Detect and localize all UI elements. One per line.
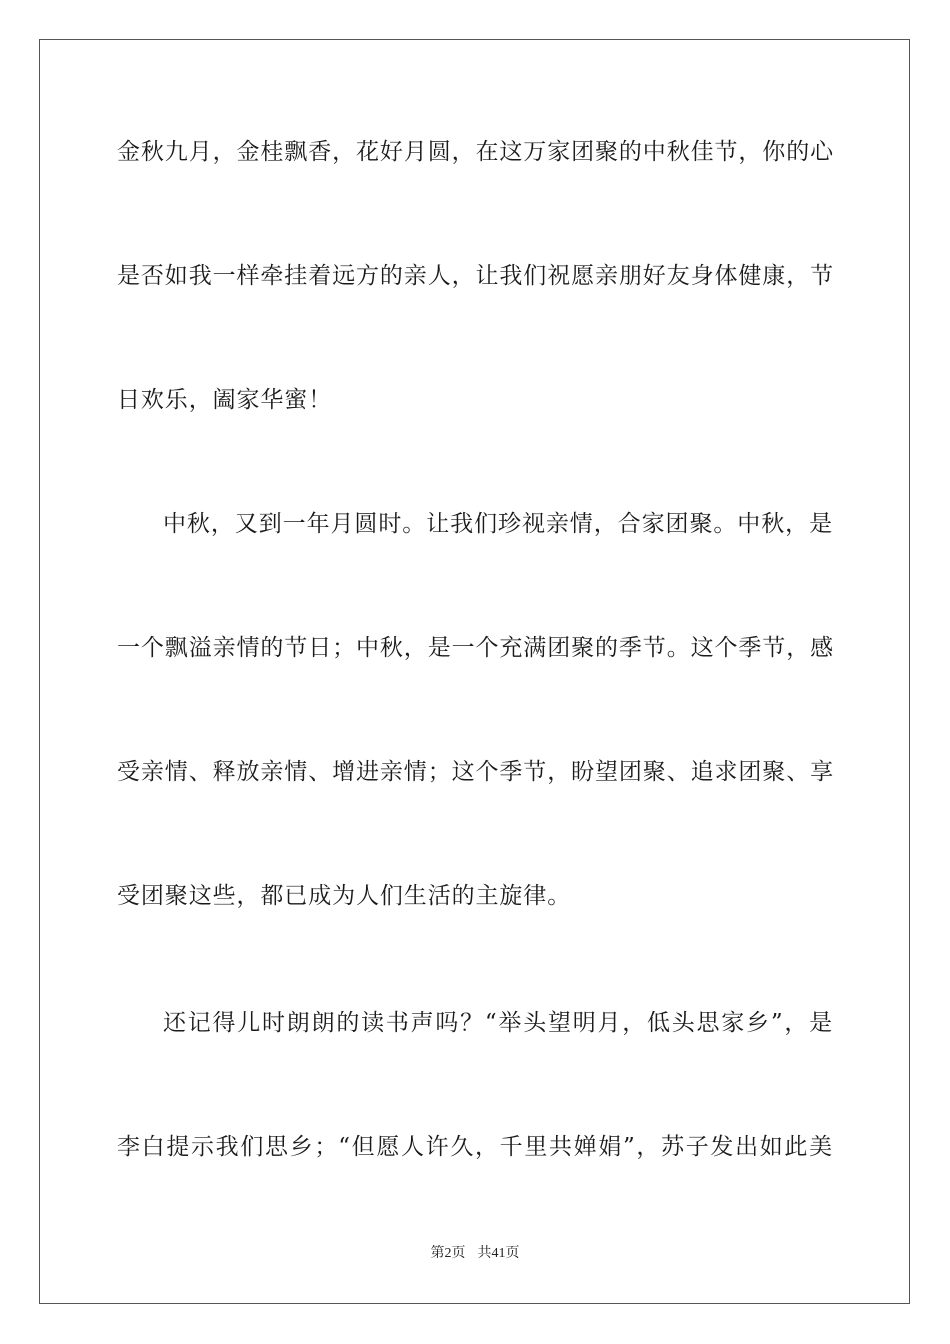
text-line: 还记得儿时朗朗的读书声吗？“举头望明月，低头思家乡”，是 xyxy=(163,1010,833,1036)
text-line: 受团聚这些，都已成为人们生活的主旋律。 xyxy=(117,883,572,909)
text-line: 受亲情、释放亲情、增进亲情；这个季节，盼望团聚、追求团聚、享 xyxy=(117,759,834,785)
text-line: 金秋九月，金桂飘香，花好月圆，在这万家团聚的中秋佳节，你的心 xyxy=(117,139,834,165)
text-line: 日欢乐，阖家华蜜！ xyxy=(117,387,333,413)
page-number: 第2页 xyxy=(430,1246,466,1261)
page-footer xyxy=(0,1245,950,1263)
text-line: 一个飘溢亲情的节日；中秋，是一个充满团聚的季节。这个季节，感 xyxy=(117,635,834,661)
text-line: 李白提示我们思乡；“但愿人许久，千里共婵娟”，苏子发出如此美 xyxy=(117,1134,833,1160)
page-border xyxy=(39,39,910,1304)
text-line: 是否如我一样牵挂着远方的亲人，让我们祝愿亲朋好友身体健康，节 xyxy=(117,263,834,289)
text-line: 中秋，又到一年月圆时。让我们珍视亲情，合家团聚。中秋，是 xyxy=(163,511,833,537)
page-total: 共41页 xyxy=(477,1246,520,1261)
